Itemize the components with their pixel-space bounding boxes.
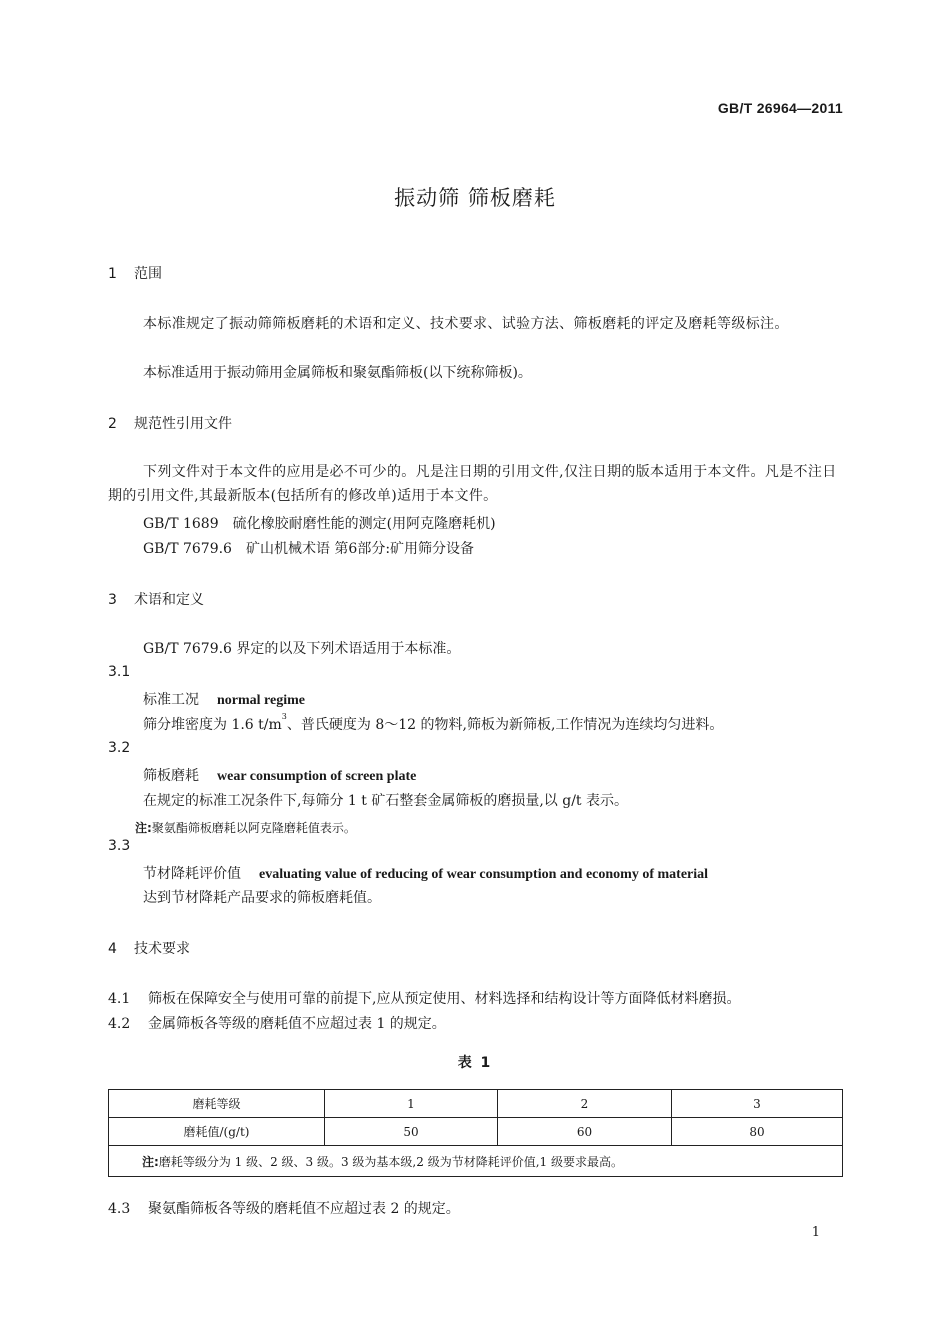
standard-code: GB/T 26964—2011 [717,100,843,116]
reference-item [143,538,474,558]
item-text: 金属筛板各等级的磨耗值不应超过表 1 的规定。 [148,1016,446,1032]
item-number: 4.1 [108,991,131,1007]
requirement-item [108,1198,460,1218]
reference-code: GB/T 7679.6 [143,541,232,557]
section-2-para-1: 下列文件对于本文件的应用是必不可少的。凡是注日期的引用文件,仅注日期的版本适用于本文件。凡是不注日期的引用文件,其最新版本(包括所有的修改单)适用于本文件。 [108,464,837,504]
reference-code: GB/T 1689 [143,516,219,532]
term-english: wear consumption of screen plate [217,769,417,784]
section-number: 2 [108,416,117,432]
term-chinese: 筛板磨耗 [143,768,199,784]
item-number: 4.2 [108,1016,131,1032]
section-title: 范围 [134,266,162,282]
section-number: 1 [108,266,117,282]
table-cell: 3 [672,1090,843,1118]
table-cell: 2 [498,1090,672,1118]
item-number: 4.3 [108,1201,131,1217]
reference-item [143,513,496,533]
table-note-row [109,1146,843,1177]
term-heading [143,863,708,883]
term-definition [143,714,723,734]
table-row [109,1090,843,1118]
note-text: 聚氨酯筛板磨耗以阿克隆磨耗值表示。 [151,821,356,835]
requirement-item [108,1013,446,1033]
term-heading [143,765,416,785]
section-3-heading [108,589,204,609]
section-1-heading [108,263,162,283]
term-heading [143,689,305,709]
page-number: 1 [811,1225,820,1240]
note-label: 注: [135,821,152,835]
term-chinese: 标准工况 [143,692,199,708]
reference-name: 硫化橡胶耐磨性能的测定(用阿克隆磨耗机) [232,516,496,532]
item-text: 筛板在保障安全与使用可靠的前提下,应从预定使用、材料选择和结构设计等方面降低材料磨损。 [148,991,741,1007]
section-title: 技术要求 [134,941,190,957]
term-number: 3.1 [108,664,131,680]
table-caption: 表 1 [457,1055,493,1071]
term-definition: 在规定的标准工况条件下,每筛分 1 t 矿石整套金属筛板的磨损量,以 g/t 表示。 [143,793,628,809]
table-cell: 1 [325,1090,498,1118]
term-number: 3.3 [108,838,131,854]
definition-text-a: 筛分堆密度为 1.6 t/m [143,717,282,733]
term-note [135,817,356,836]
section-1-para-2: 本标准适用于振动筛用金属筛板和聚氨酯筛板(以下统称筛板)。 [143,365,532,381]
note-label: 注: [142,1154,159,1169]
table-cell: 60 [498,1118,672,1146]
reference-name: 矿山机械术语 第6部分:矿用筛分设备 [245,541,475,557]
note-text: 磨耗等级分为 1 级、2 级、3 级。3 级为基本级,2 级为节材降耗评价值,1 级要求最高。 [158,1154,623,1169]
table-cell: 80 [672,1118,843,1146]
section-2-heading [108,413,232,433]
table-1 [108,1089,843,1177]
table-cell: 磨耗等级 [109,1090,325,1118]
term-definition: 达到节材降耗产品要求的筛板磨耗值。 [143,890,381,906]
table-row [109,1118,843,1146]
section-1-para-1: 本标准规定了振动筛筛板磨耗的术语和定义、技术要求、试验方法、筛板磨耗的评定及磨耗等级标注。 [143,316,789,332]
superscript: 3 [281,712,287,721]
table-cell: 50 [325,1118,498,1146]
term-english: evaluating value of reducing of wear consumption and economy of material [259,867,709,882]
item-text: 聚氨酯筛板各等级的磨耗值不应超过表 2 的规定。 [148,1201,460,1217]
requirement-item [108,988,740,1008]
table-note [109,1146,843,1177]
section-4-heading [108,938,190,958]
definition-text-b: 、普氏硬度为 8～12 的物料,筛板为新筛板,工作情况为连续均匀进料。 [286,717,724,733]
document-title: 振动筛 筛板磨耗 [394,186,556,210]
section-title: 规范性引用文件 [134,416,232,432]
term-chinese: 节材降耗评价值 [143,866,241,882]
term-number: 3.2 [108,740,131,756]
section-number: 3 [108,592,117,608]
section-number: 4 [108,941,117,957]
term-english: normal regime [217,693,305,708]
table-cell: 磨耗值/(g/t) [109,1118,325,1146]
section-title: 术语和定义 [134,592,204,608]
section-3-intro: GB/T 7679.6 界定的以及下列术语适用于本标准。 [143,641,461,657]
